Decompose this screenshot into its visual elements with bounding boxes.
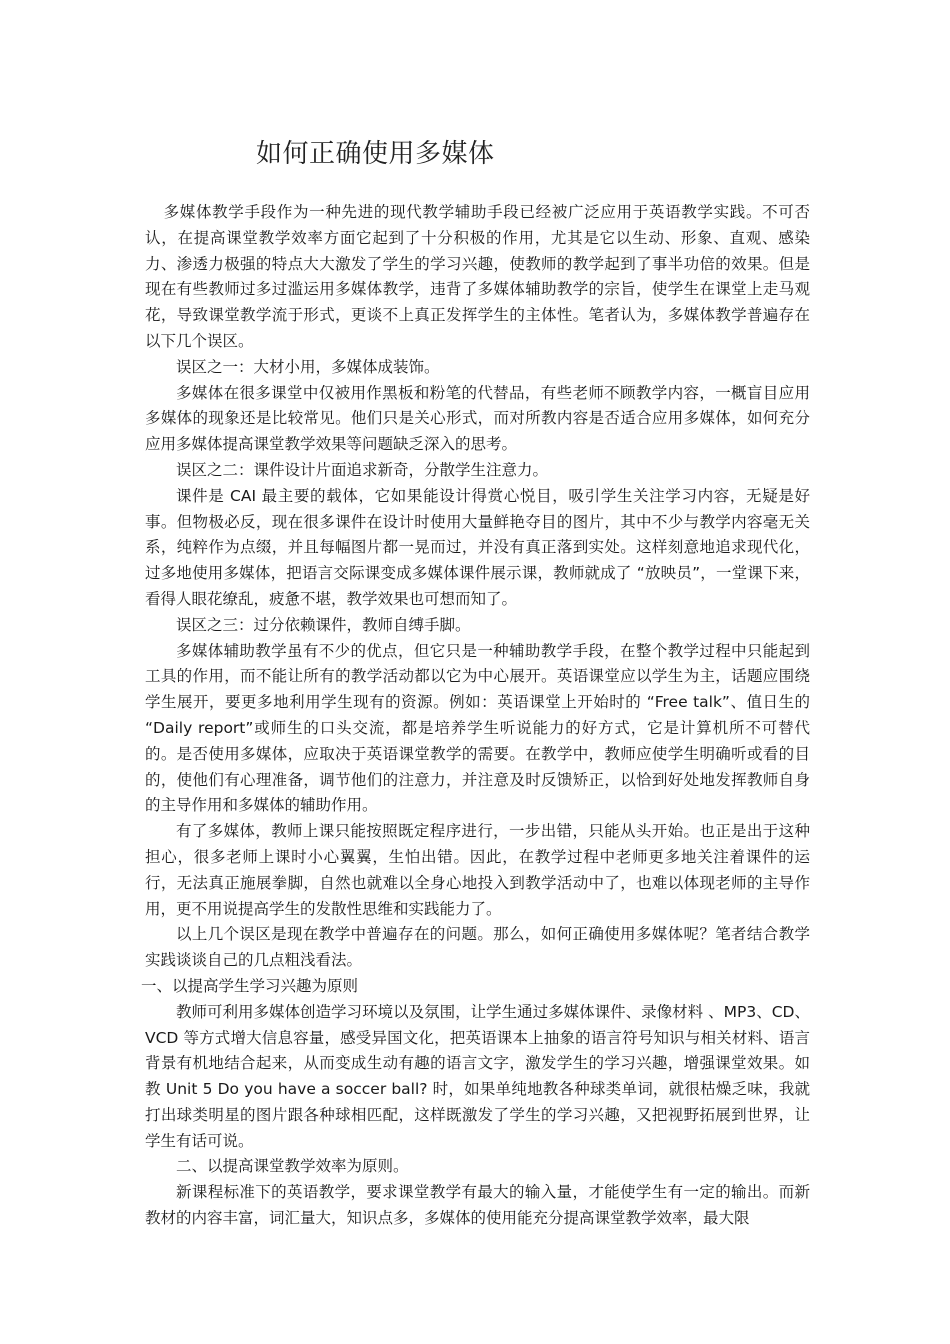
paragraph-principle-1: 教师可利用多媒体创造学习环境以及氛围，让学生通过多媒体课件、录像材料 、MP3、CD、VCD 等方式增大信息容量，感受异国文化，把英语课本上抽象的语言符号知识与相关材料、语言背景有机地结合起来，从而变成生动有趣的语言文字，激发学生的学习兴趣，增强课堂效果。如教 Unit 5 Do you have a soccer ball? 时，如果单纯地教各种球类单词，就很枯燥乏味，我就打出球类明星的图片跟各种球相匹配，这样既激发了学生的学习兴趣，又把视野拓展到世界，让学生有话可说。 [145, 1002, 810, 1150]
heading-principle-2: 二、以提高课堂教学效率为原则。 [176, 1157, 409, 1176]
document-title: 如何正确使用多媒体 [256, 139, 495, 169]
paragraph-misconception-3a: 多媒体辅助教学虽有不少的优点，但它只是一种辅助教学手段，在整个教学过程中只能起到工具的作用，而不能让所有的教学活动都以它为中心展开。英语课堂应以学生为主，话题应围绕学生展开，要更多地利用学生现有的资源。例如：英语课堂上开始时的 “Free talk”、值日生的 “Daily report”或师生的口头交流，都是培养学生听说能力的好方式，它是计算机所不可替代的。是否使用多媒体，应取决于英语课堂教学的需要。在教学中，教师应使学生明确听或看的目的，使他们有心理准备，调节他们的注意力，并注意及时反馈矫正，以恰到好处地发挥教师自身的主导作用和多媒体的辅助作用。 [145, 641, 810, 815]
paragraph-intro: 多媒体教学手段作为一种先进的现代教学辅助手段已经被广泛应用于英语教学实践。不可否认，在提高课堂教学效率方面它起到了十分积极的作用，尤其是它以生动、形象、直观、感染力、渗透力极强的特点大大激发了学生的学习兴趣，使教师的教学起到了事半功倍的效果。但是现在有些教师过多过滥运用多媒体教学，违背了多媒体辅助教学的宗旨，使学生在课堂上走马观花，导致课堂教学流于形式，更谈不上真正发挥学生的主体性。笔者认为，多媒体教学普遍存在以下几个误区。 [145, 203, 810, 350]
paragraph-misconception-3b: 有了多媒体，教师上课只能按照既定程序进行，一步出错，只能从头开始。也正是出于这种担心，很多老师上课时小心翼翼，生怕出错。因此，在教学过程中老师更多地关注着课件的运行，无法真正施展拳脚，自然也就难以全身心地投入到教学活动中了，也难以体现老师的主导作用，更不用说提高学生的发散性思维和实践能力了。 [145, 822, 810, 918]
heading-misconception-3: 误区之三：过分依赖课件，教师自缚手脚。 [176, 615, 471, 634]
paragraph-transition: 以上几个误区是现在教学中普遍存在的问题。那么，如何正确使用多媒体呢？笔者结合教学实践谈谈自己的几点粗浅看法。 [145, 925, 810, 970]
heading-misconception-1: 误区之一：大材小用，多媒体成装饰。 [176, 357, 440, 376]
document-body [141, 200, 810, 1232]
heading-misconception-2: 误区之二：课件设计片面追求新奇，分散学生注意力。 [176, 460, 549, 479]
paragraph-misconception-2: 课件是 CAI 最主要的载体，它如果能设计得赏心悦目，吸引学生关注学习内容，无疑是好事。但物极必反，现在很多课件在设计时使用大量鲜艳夺目的图片，其中不少与教学内容毫无关系，纯粹作为点缀，并且每幅图片都一晃而过，并没有真正落到实处。这样刻意地追求现代化，过多地使用多媒体，把语言交际课变成多媒体课件展示课，教师就成了 “放映员”，一堂课下来，看得人眼花缭乱，疲惫不堪，教学效果也可想而知了。 [145, 486, 810, 608]
paragraph-principle-2: 新课程标准下的英语教学，要求课堂教学有最大的输入量，才能使学生有一定的输出。而新教材的内容丰富，词汇量大，知识点多，多媒体的使用能充分提高课堂教学效率，最大限 [145, 1183, 810, 1228]
paragraph-misconception-1: 多媒体在很多课堂中仅被用作黑板和粉笔的代替品，有些老师不顾教学内容，一概盲目应用多媒体的现象还是比较常见。他们只是关心形式，而对所教内容是否适合应用多媒体，如何充分应用多媒体提高课堂教学效果等问题缺乏深入的思考。 [145, 383, 810, 454]
heading-principle-1: 一、以提高学生学习兴趣为原则 [141, 976, 359, 995]
